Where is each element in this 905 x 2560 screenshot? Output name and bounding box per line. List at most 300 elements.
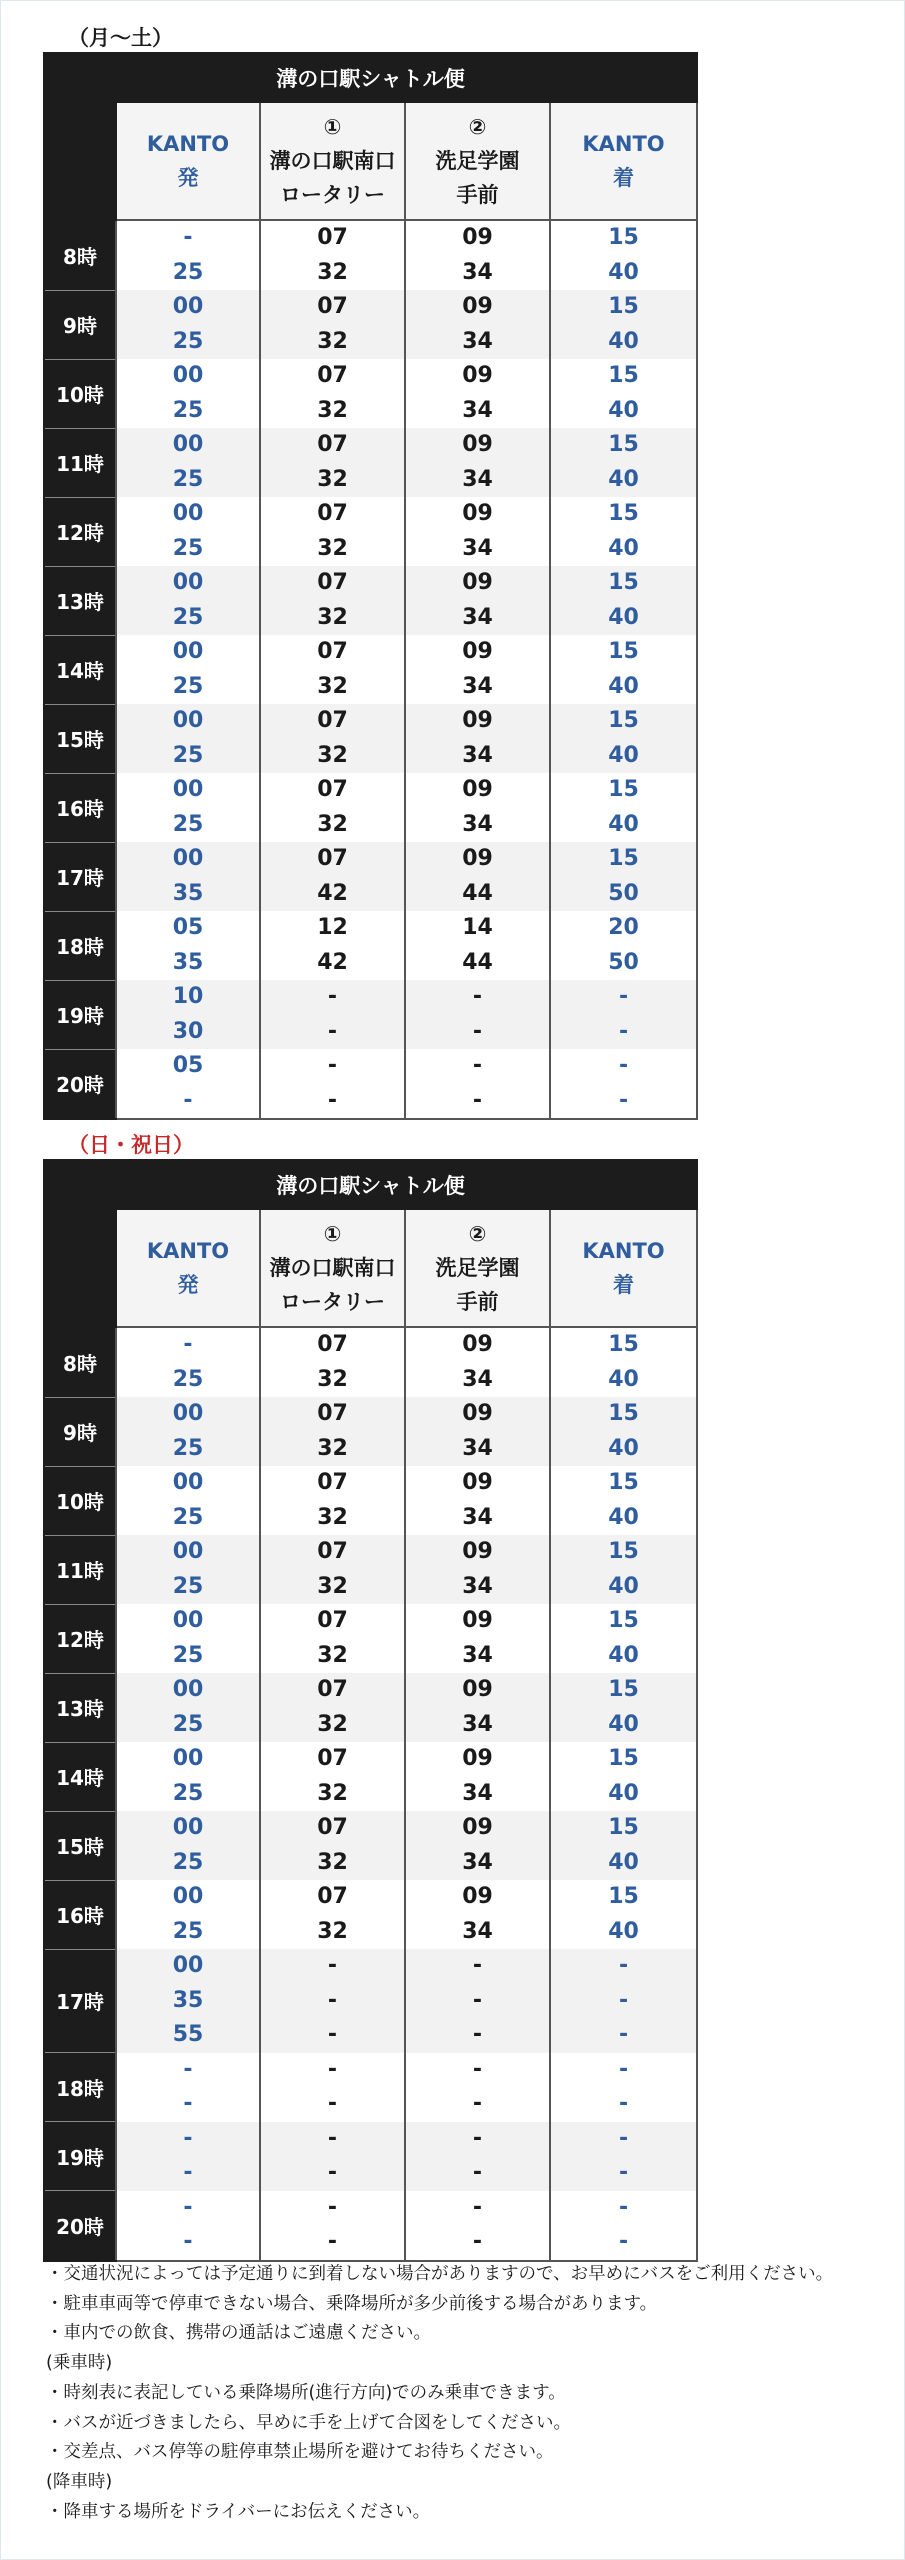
time-cell [260, 1604, 405, 1673]
time-value: 25 [172, 604, 204, 630]
time-value: - [618, 2125, 629, 2151]
hour-row [44, 1397, 697, 1466]
time-cell [116, 2122, 260, 2191]
time-cell [405, 2053, 550, 2122]
time-cell [405, 428, 550, 497]
time-value: 09 [462, 294, 493, 319]
header-stop-2 [405, 1209, 550, 1327]
time-cell [260, 1673, 405, 1742]
time-value: - [472, 1053, 483, 1078]
time-value: 09 [462, 1815, 493, 1840]
time-value: - [472, 1018, 483, 1044]
time-value: - [472, 2229, 483, 2254]
time-value: - [327, 2125, 338, 2151]
header-line: 手前 [456, 183, 499, 207]
time-cell [116, 773, 260, 842]
hour-label: 20時 [44, 2191, 116, 2261]
time-value: 40 [608, 1573, 639, 1599]
header-line: ② [468, 1222, 487, 1246]
time-value: 15 [608, 777, 639, 802]
note-line: ・交通状況によっては予定通りに到着しない場合がありますので、お早めにバスをご利用ください。 [46, 2264, 834, 2284]
time-cell [260, 1397, 405, 1466]
time-cell [116, 566, 260, 635]
time-cell [116, 1742, 260, 1811]
time-cell [550, 1949, 697, 2053]
time-value: 34 [462, 1711, 493, 1737]
time-value: 15 [608, 846, 639, 871]
time-value: 15 [608, 1746, 639, 1771]
time-value: - [618, 1987, 629, 2013]
hour-row [44, 1466, 697, 1535]
time-value: - [618, 2056, 629, 2082]
time-value: 15 [608, 708, 639, 733]
time-value: 32 [317, 259, 348, 285]
time-value: 09 [462, 501, 493, 526]
time-cell [116, 1880, 260, 1949]
time-cell [550, 1811, 697, 1880]
hour-label: 13時 [44, 566, 116, 635]
time-value: 34 [462, 397, 493, 423]
time-value: 34 [462, 604, 493, 630]
time-value: - [327, 1987, 338, 2013]
time-value: 00 [172, 1470, 204, 1495]
note-line: (乗車時) [46, 2353, 113, 2374]
time-value: 32 [317, 535, 348, 561]
time-value: - [183, 225, 193, 250]
hour-label: 12時 [44, 497, 116, 566]
time-value: 07 [317, 1815, 348, 1840]
header-line: 手前 [456, 1290, 499, 1314]
time-value: - [618, 2160, 629, 2185]
time-value: 09 [462, 432, 493, 457]
time-cell [116, 428, 260, 497]
time-value: - [327, 1053, 338, 1078]
hour-row [44, 1811, 697, 1880]
note-line: ・駐車車両等で停車できない場合、乗降場所が多少前後する場合があります。 [46, 2293, 658, 2314]
time-cell [405, 2122, 550, 2191]
header-line: ① [323, 115, 342, 139]
time-cell [116, 1949, 260, 2053]
time-cell [116, 1673, 260, 1742]
note-line: ・車内での飲食、携帯の通話はご遠慮ください。 [46, 2323, 431, 2344]
time-value: 00 [172, 294, 204, 319]
time-value: 15 [608, 294, 639, 319]
time-value: 35 [172, 949, 204, 975]
time-value: 34 [462, 1504, 493, 1530]
time-value: 40 [608, 811, 639, 837]
time-value: 00 [172, 639, 204, 664]
time-cell [260, 635, 405, 704]
time-cell [260, 1327, 405, 1397]
time-cell [550, 1327, 697, 1397]
hour-row [44, 635, 697, 704]
time-cell [550, 1466, 697, 1535]
time-value: 25 [172, 1780, 204, 1806]
time-value: 35 [172, 880, 204, 906]
hour-label: 15時 [44, 1811, 116, 1880]
time-value: 09 [462, 1746, 493, 1771]
time-value: 07 [317, 363, 348, 388]
time-value: 09 [462, 1401, 493, 1426]
time-value: 12 [317, 915, 348, 940]
time-value: 32 [317, 1642, 348, 1668]
time-cell [550, 980, 697, 1049]
time-cell [550, 1049, 697, 1119]
hour-label: 14時 [44, 1742, 116, 1811]
hour-row [44, 1949, 697, 2053]
time-value: 32 [317, 328, 348, 354]
time-cell [550, 1742, 697, 1811]
time-value: 00 [172, 708, 204, 733]
time-value: 34 [462, 1918, 493, 1944]
time-cell [405, 1604, 550, 1673]
header-line: ロータリー [280, 183, 385, 207]
time-cell [116, 1466, 260, 1535]
time-value: 15 [608, 1608, 639, 1633]
time-value: 15 [608, 639, 639, 664]
hour-label: 15時 [44, 704, 116, 773]
time-cell [116, 1327, 260, 1397]
hour-row [44, 980, 697, 1049]
time-value: 25 [172, 1849, 204, 1875]
time-cell [260, 1880, 405, 1949]
time-value: 40 [608, 1366, 639, 1392]
header-stop-1 [260, 102, 405, 220]
time-value: 40 [608, 1435, 639, 1461]
header-line: ① [323, 1222, 342, 1246]
header-blank-cell [44, 1209, 116, 1327]
hour-label: 16時 [44, 1880, 116, 1949]
time-cell [550, 1397, 697, 1466]
time-value: 40 [608, 535, 639, 561]
time-value: 09 [462, 1539, 493, 1564]
time-value: 15 [608, 1539, 639, 1564]
time-cell [116, 220, 260, 290]
hour-row [44, 1327, 697, 1397]
hour-row [44, 497, 697, 566]
time-value: 07 [317, 1539, 348, 1564]
time-value: 42 [317, 880, 348, 906]
header-line: KANTO [146, 132, 230, 156]
time-value: - [618, 1053, 629, 1078]
time-cell [550, 1673, 697, 1742]
time-value: 07 [317, 777, 348, 802]
time-cell [260, 980, 405, 1049]
time-value: 25 [172, 1366, 204, 1392]
header-line: 発 [177, 1273, 199, 1297]
time-value: 09 [462, 777, 493, 802]
time-value: 10 [172, 984, 204, 1009]
header-blank-cell [44, 102, 116, 220]
time-cell [405, 1327, 550, 1397]
time-value: 32 [317, 742, 348, 768]
time-cell [260, 1949, 405, 2053]
time-value: 34 [462, 742, 493, 768]
time-value: 40 [608, 1918, 639, 1944]
time-cell [550, 220, 697, 290]
header-stop-1 [260, 1209, 405, 1327]
header-kanto-arrive [550, 102, 697, 220]
time-value: 44 [462, 949, 493, 975]
time-cell [405, 1949, 550, 2053]
time-value: 42 [317, 949, 348, 975]
time-value: 40 [608, 742, 639, 768]
hour-label: 11時 [44, 1535, 116, 1604]
time-value: 40 [608, 1780, 639, 1806]
time-value: - [618, 1087, 629, 1113]
time-cell [550, 566, 697, 635]
header-line: KANTO [146, 1239, 230, 1263]
time-cell [405, 1466, 550, 1535]
time-value: 50 [608, 949, 639, 975]
time-value: 07 [317, 846, 348, 871]
header-line: 溝の口駅南口 [269, 1256, 396, 1280]
time-cell [550, 2053, 697, 2122]
time-value: 07 [317, 1884, 348, 1909]
time-value: 07 [317, 294, 348, 319]
time-value: - [183, 1332, 193, 1357]
time-value: 25 [172, 1435, 204, 1461]
note-line: (降車時) [46, 2471, 113, 2492]
time-cell [116, 980, 260, 1049]
time-cell [550, 773, 697, 842]
time-value: - [472, 2091, 483, 2116]
time-cell [260, 1049, 405, 1119]
hour-row [44, 704, 697, 773]
header-line: 着 [613, 166, 635, 190]
time-value: 40 [608, 1711, 639, 1737]
time-cell [550, 2122, 697, 2191]
hour-row [44, 911, 697, 980]
time-value: 32 [317, 1849, 348, 1875]
time-value: - [618, 2194, 629, 2220]
time-cell [405, 773, 550, 842]
time-value: 34 [462, 1780, 493, 1806]
time-value: 05 [172, 915, 204, 940]
time-cell [405, 1673, 550, 1742]
header-line: 着 [613, 1273, 635, 1297]
time-value: 35 [172, 1987, 204, 2013]
hour-label: 10時 [44, 359, 116, 428]
time-value: 00 [172, 363, 204, 388]
timetable-caption: 溝の口駅シャトル便 [44, 1160, 697, 1209]
time-cell [405, 980, 550, 1049]
time-value: 09 [462, 1470, 493, 1495]
time-value: 25 [172, 1918, 204, 1944]
time-value: - [327, 2194, 338, 2220]
time-value: 07 [317, 708, 348, 733]
timetable-caption: 溝の口駅シャトル便 [44, 53, 697, 102]
time-value: 00 [172, 501, 204, 526]
time-value: 40 [608, 673, 639, 699]
hour-label: 14時 [44, 635, 116, 704]
holiday-section-label: （日・祝日） [68, 1133, 194, 1157]
time-value: 15 [608, 1470, 639, 1495]
header-line: KANTO [582, 1239, 665, 1263]
time-value: - [472, 2056, 483, 2082]
hour-row [44, 773, 697, 842]
time-cell [260, 911, 405, 980]
hour-label: 9時 [44, 1397, 116, 1466]
time-value: 07 [317, 639, 348, 664]
time-value: 32 [317, 604, 348, 630]
time-cell [116, 290, 260, 359]
time-value: 32 [317, 811, 348, 837]
time-value: 09 [462, 363, 493, 388]
time-value: - [472, 984, 483, 1009]
time-value: - [327, 2160, 338, 2185]
time-value: 15 [608, 432, 639, 457]
time-value: 32 [317, 397, 348, 423]
time-cell [116, 1049, 260, 1119]
time-cell [260, 1535, 405, 1604]
note-line: ・時刻表に表記している乗降場所(進行方向)でのみ乗車できます。 [46, 2382, 566, 2403]
time-cell [116, 1535, 260, 1604]
time-cell [405, 566, 550, 635]
time-value: 40 [608, 1642, 639, 1668]
hour-label: 19時 [44, 2122, 116, 2191]
time-cell [405, 290, 550, 359]
time-value: - [472, 1953, 483, 1978]
time-value: 40 [608, 466, 639, 492]
hour-row [44, 1535, 697, 1604]
time-cell [405, 1397, 550, 1466]
time-value: 07 [317, 432, 348, 457]
time-value: 32 [317, 1573, 348, 1599]
time-cell [116, 635, 260, 704]
time-value: - [618, 2091, 629, 2116]
time-cell [550, 1535, 697, 1604]
time-cell [550, 428, 697, 497]
hour-label: 9時 [44, 290, 116, 359]
time-value: 25 [172, 259, 204, 285]
time-value: - [618, 2022, 629, 2047]
hour-label: 11時 [44, 428, 116, 497]
hour-row [44, 428, 697, 497]
hour-label: 8時 [44, 220, 116, 290]
time-cell [550, 497, 697, 566]
hour-row [44, 220, 697, 290]
hour-row [44, 290, 697, 359]
header-stop-2 [405, 102, 550, 220]
note-line: ・バスが近づきましたら、早めに手を上げて合図をしてください。 [46, 2412, 571, 2433]
time-value: 34 [462, 328, 493, 354]
time-value: - [327, 984, 338, 1009]
time-value: 34 [462, 535, 493, 561]
time-cell [405, 635, 550, 704]
header-line: ロータリー [280, 1290, 385, 1314]
header-line: 洗足学園 [435, 149, 520, 173]
time-value: - [472, 2125, 483, 2151]
time-cell [550, 2191, 697, 2261]
time-value: 34 [462, 1435, 493, 1461]
time-cell [260, 2053, 405, 2122]
time-cell [405, 1049, 550, 1119]
time-cell [116, 1811, 260, 1880]
time-cell [550, 635, 697, 704]
time-value: 09 [462, 1677, 493, 1702]
notes-list [46, 2260, 886, 2527]
time-value: 14 [462, 915, 493, 940]
time-value: 25 [172, 1573, 204, 1599]
time-cell [116, 911, 260, 980]
time-value: 07 [317, 1332, 348, 1357]
hour-label: 13時 [44, 1673, 116, 1742]
time-value: - [327, 2229, 338, 2254]
time-value: 00 [172, 1815, 204, 1840]
time-value: 00 [172, 1677, 204, 1702]
time-value: 05 [172, 1053, 204, 1078]
header-line: 洗足学園 [435, 1256, 520, 1280]
time-value: 00 [172, 1608, 204, 1633]
weekday-timetable [43, 52, 698, 1120]
header-kanto-arrive [550, 1209, 697, 1327]
time-cell [260, 1742, 405, 1811]
time-value: 32 [317, 1711, 348, 1737]
time-cell [260, 428, 405, 497]
time-value: 25 [172, 397, 204, 423]
time-value: 15 [608, 363, 639, 388]
header-kanto-depart [116, 1209, 260, 1327]
time-cell [550, 704, 697, 773]
hour-row [44, 2053, 697, 2122]
time-value: 34 [462, 1366, 493, 1392]
time-cell [260, 220, 405, 290]
time-cell [550, 359, 697, 428]
hour-row [44, 1742, 697, 1811]
time-value: 40 [608, 328, 639, 354]
hour-row [44, 1604, 697, 1673]
time-value: 09 [462, 225, 493, 250]
time-value: - [183, 2194, 193, 2220]
time-value: 32 [317, 1918, 348, 1944]
time-value: 32 [317, 1435, 348, 1461]
header-line: KANTO [582, 132, 665, 156]
hour-label: 17時 [44, 842, 116, 911]
time-value: 09 [462, 846, 493, 871]
time-value: 07 [317, 1470, 348, 1495]
time-cell [116, 1604, 260, 1673]
time-value: - [183, 2091, 193, 2116]
hour-row [44, 1673, 697, 1742]
header-line: 溝の口駅南口 [269, 149, 396, 173]
time-value: 25 [172, 466, 204, 492]
time-value: 07 [317, 1746, 348, 1771]
time-cell [260, 359, 405, 428]
time-value: 25 [172, 811, 204, 837]
time-value: 07 [317, 225, 348, 250]
time-value: 20 [608, 915, 639, 940]
time-cell [260, 842, 405, 911]
header-line: 発 [177, 166, 199, 190]
time-value: 40 [608, 397, 639, 423]
hour-row [44, 1049, 697, 1119]
time-cell [405, 1535, 550, 1604]
time-value: - [618, 1953, 629, 1978]
time-value: 32 [317, 1366, 348, 1392]
time-value: 00 [172, 570, 204, 595]
time-value: 32 [317, 673, 348, 699]
time-value: 55 [172, 2022, 204, 2047]
time-value: 00 [172, 1746, 204, 1771]
time-value: - [472, 2160, 483, 2185]
time-cell [260, 2122, 405, 2191]
time-cell [260, 2191, 405, 2261]
time-value: 07 [317, 1677, 348, 1702]
time-value: - [327, 1953, 338, 1978]
time-cell [116, 842, 260, 911]
time-value: 00 [172, 1401, 204, 1426]
